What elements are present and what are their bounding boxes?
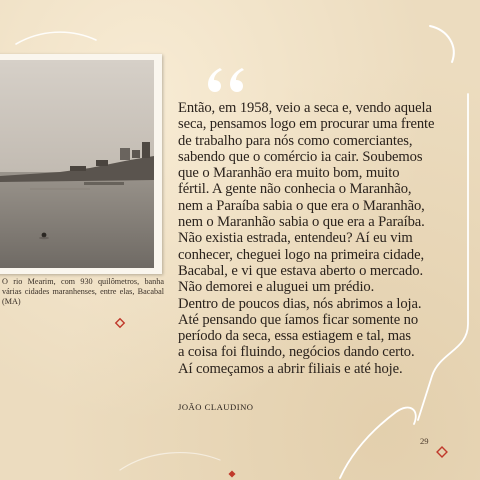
open-quote-icon <box>206 66 248 94</box>
quote-line: Até pensando que íamos ficar somente no <box>178 311 419 328</box>
quote-line: nem a Paraíba sabia o que era o Maranhão, <box>178 197 425 214</box>
decor-line-bottom <box>340 408 416 478</box>
page-number: 29 <box>420 436 429 446</box>
quote-line: de trabalho para nós como comerciantes, <box>178 132 413 149</box>
quote-line: nem o Maranhão sabia o que era a Paraíba. <box>178 214 425 231</box>
quote-author: JOÃO CLAUDINO <box>178 402 254 412</box>
quote-line: Então, em 1958, veio a seca e, vendo aquela <box>178 100 432 116</box>
quote-line: Dentro de poucos dias, nós abrimos a loja. <box>178 295 422 312</box>
quote-line: período da seca, essa estiagem e tal, mas <box>178 328 411 345</box>
diamond-icon-left <box>116 319 124 327</box>
quote-line: conhecer, cheguei logo na primeira cidade, <box>178 246 425 263</box>
river-photo <box>0 60 154 268</box>
quote-line: que o Maranhão era muito bom, muito <box>178 165 400 182</box>
quote-line: seca, pensamos logo em procurar uma frente <box>178 116 435 133</box>
quote-line: Aí começamos a abrir filiais e até hoje. <box>178 360 403 377</box>
quote-line: Não demorei e aluguei um prédio. <box>178 279 375 296</box>
photo-caption: O rio Mearim, com 930 quilômetros, banha várias cidades maranhenses, entre elas, Bacabal (MA) <box>2 277 164 307</box>
diamond-icon-bottom <box>228 470 235 477</box>
quote-line: Não existia estrada, entendeu? Aí eu vim <box>178 230 413 247</box>
diamond-icon-right <box>437 447 447 457</box>
quote-text <box>178 100 474 377</box>
photo-frame <box>0 54 162 274</box>
quote-line: Bacabal, e vi que estava aberto o mercado. <box>178 262 423 279</box>
quote-line: a coisa foi fluindo, negócios dando certo. <box>178 344 415 361</box>
decor-curve-topleft <box>16 32 96 44</box>
decor-curve-bottomleft <box>120 453 220 470</box>
quote-line: fértil. A gente não conhecia o Maranhão, <box>178 181 412 198</box>
quote-line: sabendo que o comércio ia cair. Soubemos <box>178 148 423 165</box>
decor-arc-top <box>430 26 454 62</box>
